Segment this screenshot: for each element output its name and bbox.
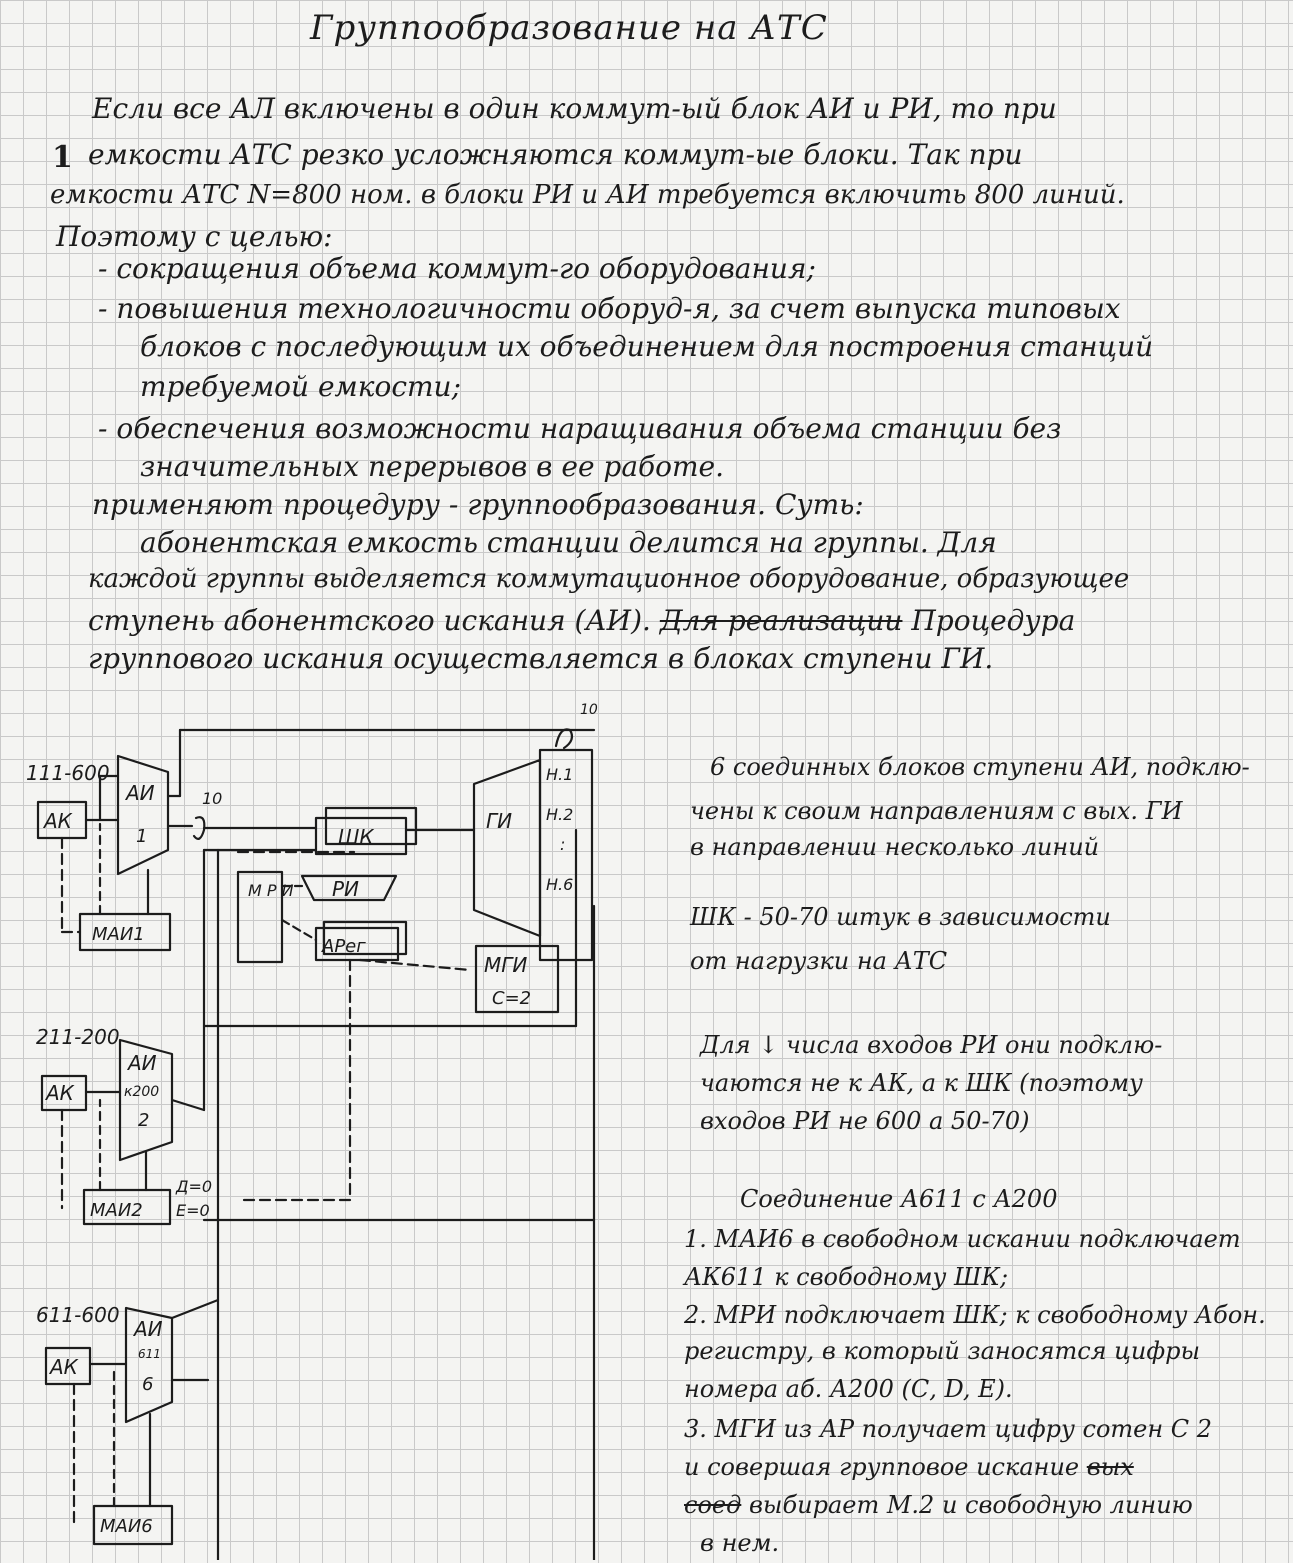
range-label: 211-200	[36, 1025, 120, 1049]
switching-diagram	[0, 700, 640, 1560]
note-line: Для ↓ числа входов РИ они подклю-	[700, 1031, 1163, 1059]
range-label: 111-600	[26, 761, 110, 785]
intro-line: - обеспечения возможности наращивания объема станции без	[98, 412, 1062, 445]
note-line: чены к своим направлениям с вых. ГИ	[690, 797, 1183, 825]
shk-label: ШК	[338, 825, 374, 849]
step-line	[684, 1490, 1193, 1520]
intro-line: емкости АТС резко усложняются коммут-ые блоки. Так при	[88, 138, 1023, 171]
margin-number: 1	[52, 140, 73, 175]
ai-number: 6	[142, 1374, 154, 1395]
intro-line-partial	[88, 604, 1075, 638]
intro-line: абонентская емкость станции делится на группы. Для	[140, 526, 997, 559]
ai-inner: к200	[124, 1084, 160, 1100]
ak-label: АК	[46, 1081, 74, 1105]
intro-last-line: группового искания осуществляется в блоках ступени ГИ.	[88, 642, 994, 675]
step-line: 2. МРИ подключает ШК; к свободному Абон.	[684, 1301, 1266, 1329]
intro-line: емкости АТС N=800 ном. в блоки РИ и АИ требуется включить 800 линий.	[50, 180, 1125, 210]
intro-line: Поэтому с целью:	[56, 220, 333, 253]
de-label: Д=0	[176, 1177, 213, 1196]
page-title: Группообразование на АТС	[310, 8, 828, 48]
step-line: 1. МАИ6 в свободном искании подключает	[684, 1225, 1241, 1253]
note-line: ШК - 50-70 штук в зависимости	[690, 903, 1111, 931]
struck-word: вых	[1086, 1453, 1134, 1481]
ten-label-top: 10	[580, 702, 598, 718]
step-text: выбирает М.2 и свободную линию	[748, 1491, 1193, 1519]
mri-label: М Р И	[248, 881, 294, 900]
direction-label: Н.2	[546, 805, 574, 824]
mgi-label: МГИ	[484, 953, 528, 977]
intro-line: каждой группы выделяется коммутационное оборудование, образующее	[88, 564, 1130, 594]
intro-line: значительных перерывов в ее работе.	[140, 450, 724, 483]
intro-line-text: ступень абонентского искания (АИ).	[88, 604, 651, 637]
note-line: 6 соединных блоков ступени АИ, подклю-	[710, 753, 1250, 781]
intro-line: блоков с последующим их объединением для построения станций	[140, 330, 1154, 363]
note-line: в направлении несколько линий	[690, 833, 1100, 861]
mai-label: МАИ1	[92, 924, 145, 945]
step-line: регистру, в который заносятся цифры	[684, 1337, 1201, 1365]
ai-number: 2	[138, 1110, 150, 1131]
step-line: в нем.	[700, 1529, 780, 1557]
ai-label: АИ	[126, 781, 155, 805]
ak-label: АК	[44, 809, 72, 833]
struck-word: соед	[684, 1491, 742, 1519]
direction-label: :	[560, 835, 566, 854]
ai-block	[118, 756, 168, 874]
ri-label: РИ	[332, 877, 360, 901]
gi-block	[474, 760, 540, 936]
de-label: Е=0	[176, 1201, 210, 1220]
direction-label: Н.6	[546, 875, 574, 894]
intro-tail: Процедура	[911, 604, 1076, 637]
direction-label: Н.1	[546, 765, 574, 784]
ai-number: 1	[136, 826, 148, 847]
ten-label: 10	[202, 789, 223, 808]
note-line: входов РИ не 600 а 50-70)	[700, 1107, 1030, 1135]
intro-line: - сокращения объема коммут-го оборудования;	[98, 252, 816, 285]
intro-line: применяют процедуру - группообразования. Суть:	[92, 488, 864, 521]
areg-label: АРег	[322, 936, 366, 957]
step-line	[684, 1452, 1134, 1482]
step-line: 3. МГИ из АР получает цифру сотен С 2	[684, 1415, 1213, 1443]
intro-line: требуемой емкости;	[140, 370, 462, 403]
range-label: 611-600	[36, 1303, 120, 1327]
ai-label: АИ	[134, 1317, 163, 1341]
connection-title: Соединение А611 с А200	[740, 1185, 1058, 1213]
ak-label: АК	[50, 1355, 78, 1379]
step-line: АК611 к свободному ШК;	[684, 1263, 1009, 1291]
note-line: чаются не к АК, а к ШК (поэтому	[700, 1069, 1143, 1097]
ai-label: АИ	[128, 1051, 157, 1075]
strikethrough-text: Для реализации	[659, 604, 903, 637]
step-text: и совершая групповое искание	[684, 1453, 1080, 1481]
intro-line: Если все АЛ включены в один коммут-ый блок АИ и РИ, то при	[92, 92, 1057, 125]
ai-inner: 611	[138, 1347, 161, 1361]
mgi-sub: С=2	[492, 988, 532, 1009]
gi-label: ГИ	[486, 809, 513, 833]
mai-label: МАИ2	[90, 1200, 143, 1221]
note-line: от нагрузки на АТС	[690, 947, 948, 975]
step-line: номера аб. А200 (С, D, E).	[684, 1375, 1013, 1403]
intro-line: - повышения технологичности оборуд-я, за счет выпуска типовых	[98, 292, 1121, 325]
mai-label: МАИ6	[100, 1516, 153, 1537]
